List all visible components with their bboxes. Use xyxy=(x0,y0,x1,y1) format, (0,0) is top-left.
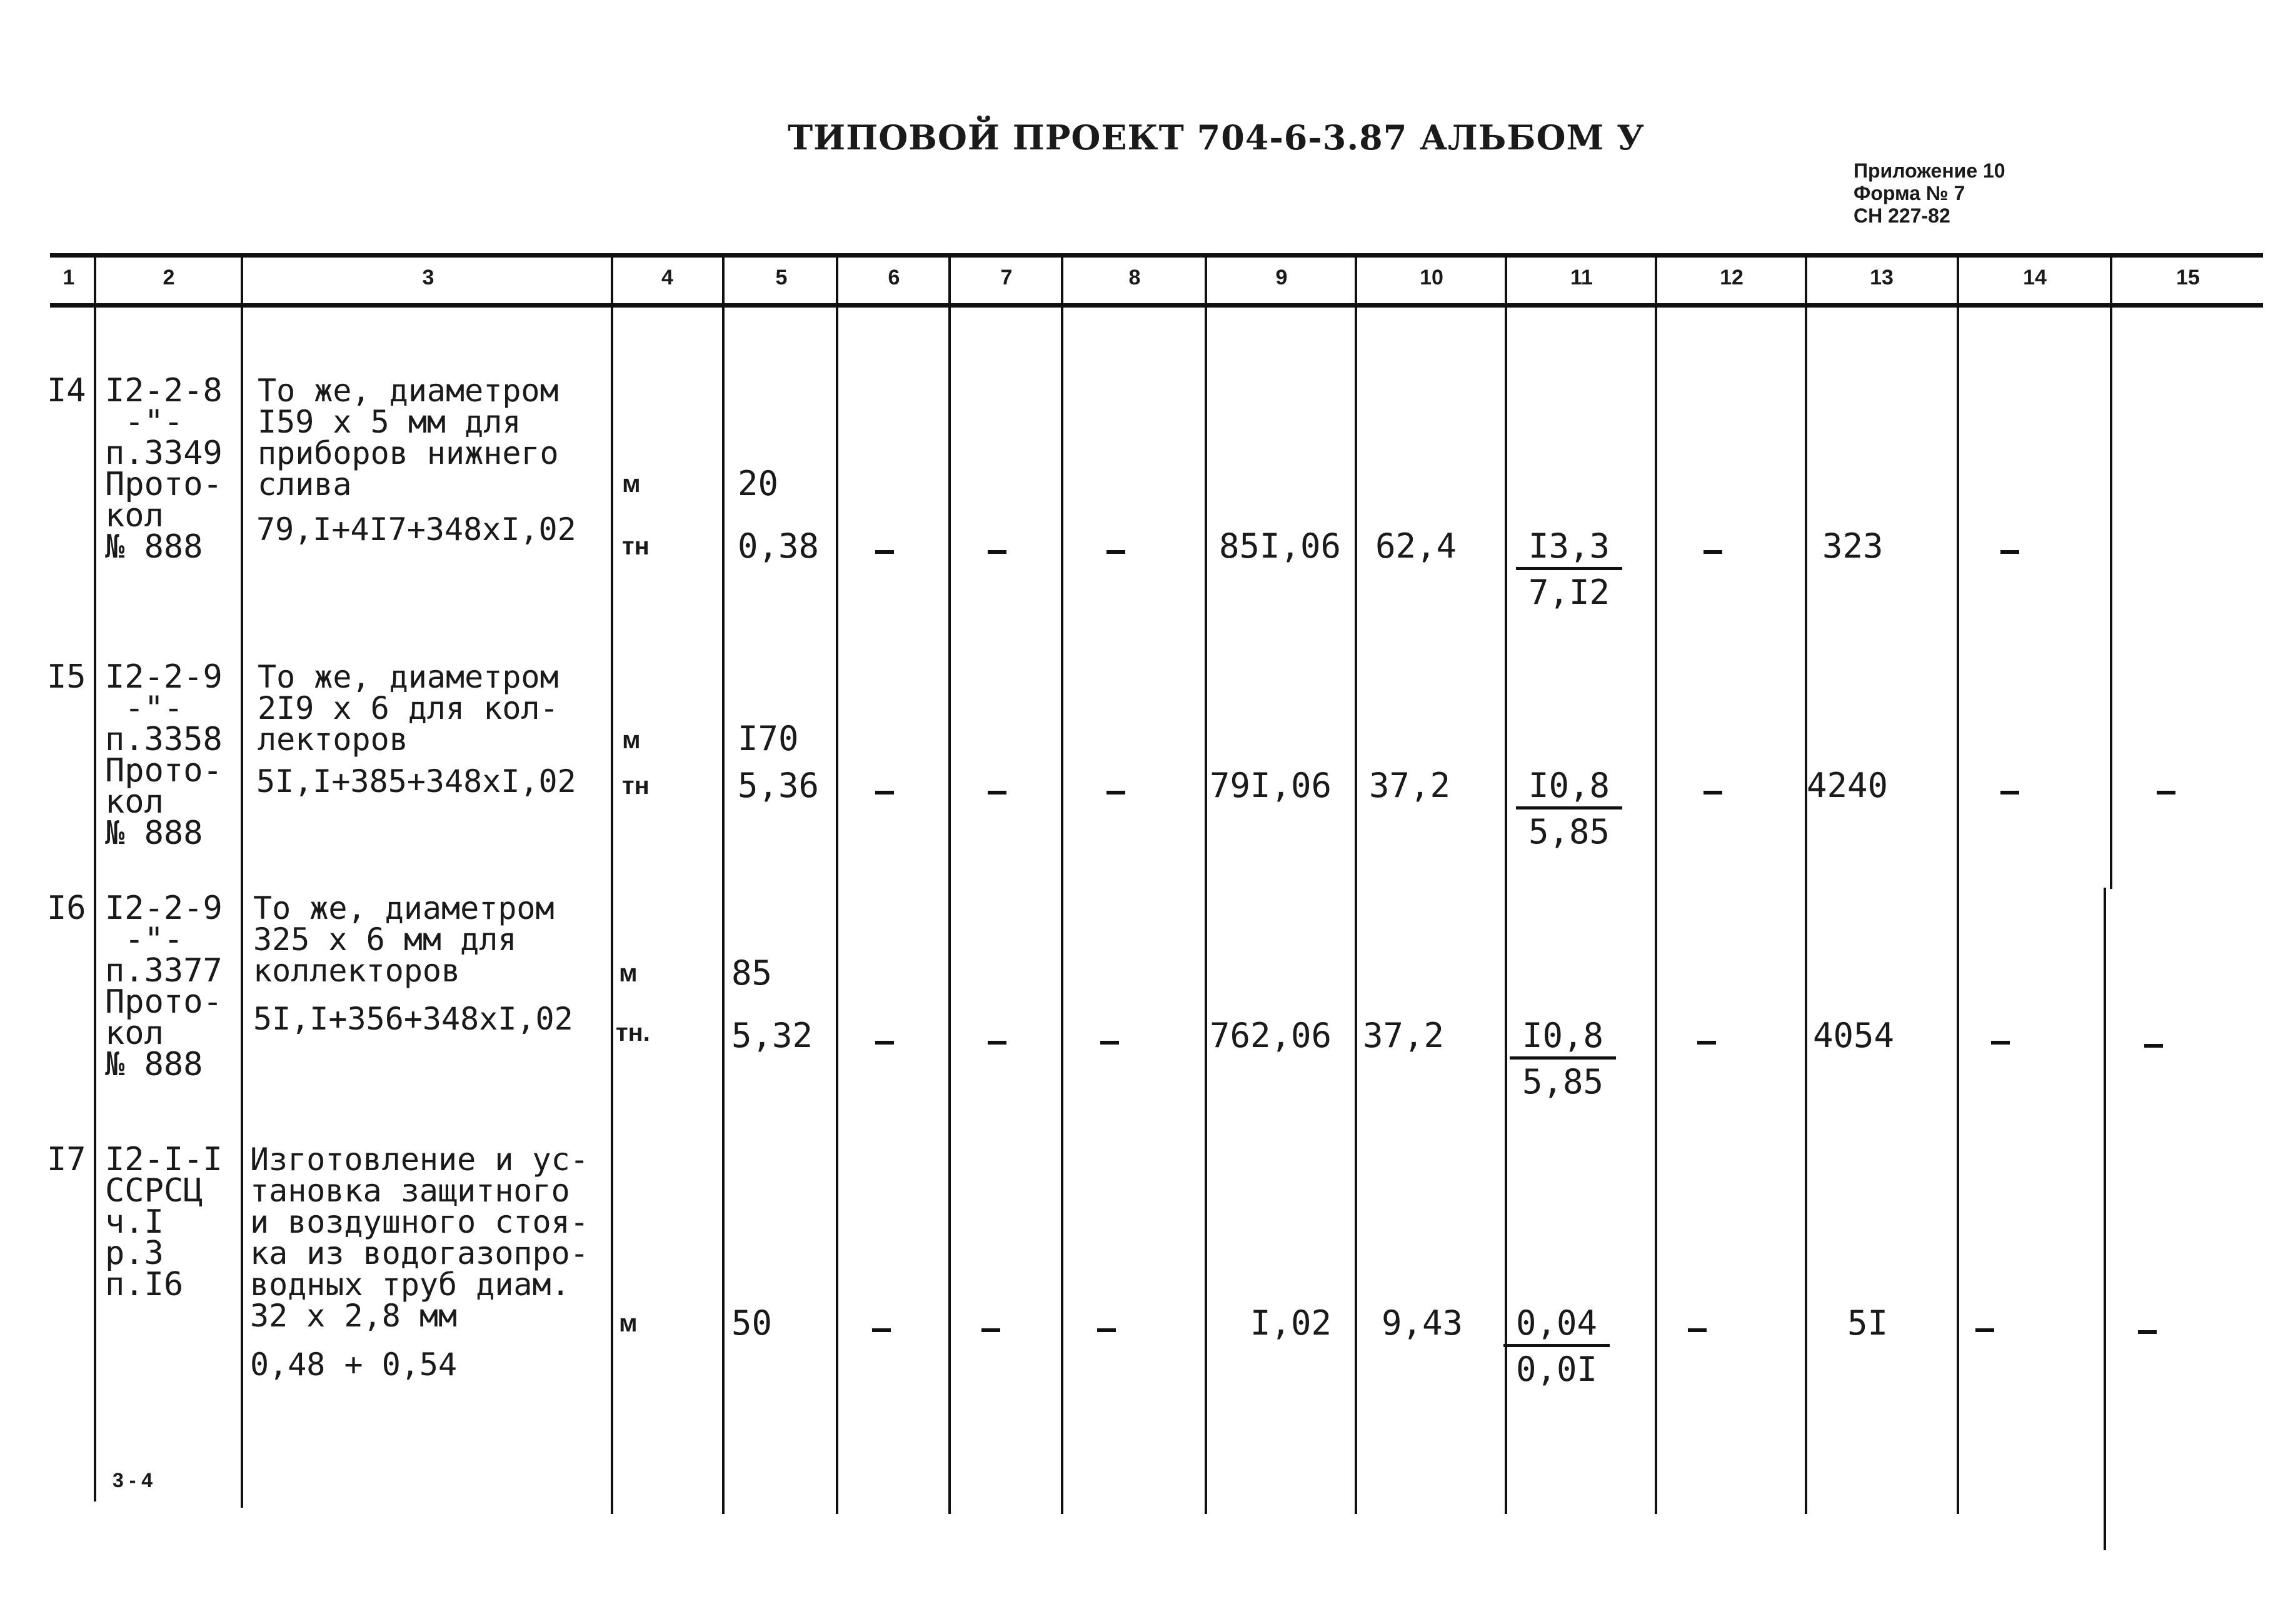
qty-secondary: 5,36 xyxy=(738,766,820,805)
column-header: 4 xyxy=(661,266,673,289)
column-divider xyxy=(948,258,951,1514)
empty-dash xyxy=(988,550,1006,554)
row-formula: 79,I+4I7+348xI,02 xyxy=(256,511,576,548)
col11-bottom: 7,I2 xyxy=(1528,573,1610,612)
row-basis: I2-2-9 -"- п.3377 Прото- кол № 888 xyxy=(105,890,223,1083)
qty-primary: 85 xyxy=(731,953,773,993)
empty-dash xyxy=(1106,550,1125,554)
qty-primary: 20 xyxy=(738,464,779,503)
page-number: 3 - 4 xyxy=(113,1469,153,1491)
col9-value: 79I,06 xyxy=(1210,766,1332,805)
col11-top: I0,8 xyxy=(1510,1016,1616,1060)
col11-fraction xyxy=(1516,766,1622,851)
column-divider xyxy=(1957,258,1959,1514)
col13-value: 4240 xyxy=(1807,766,1889,805)
column-divider xyxy=(1355,258,1357,1514)
col10-value: 37,2 xyxy=(1369,766,1451,805)
unit-primary: м xyxy=(619,1310,638,1337)
column-header: 1 xyxy=(63,266,75,289)
empty-dash xyxy=(1991,1041,2010,1045)
row-description: То же, диаметром 325 x 6 мм для коллекторов xyxy=(253,890,554,989)
appendix-line-2: Форма № 7 xyxy=(1854,182,1965,204)
col9-value: 762,06 xyxy=(1210,1016,1332,1055)
column-header: 10 xyxy=(1420,266,1443,289)
column-header: 12 xyxy=(1720,266,1744,289)
column-header: 9 xyxy=(1275,266,1288,289)
row-formula: 5I,I+385+348xI,02 xyxy=(256,763,576,799)
column-header: 8 xyxy=(1128,266,1141,289)
column-divider xyxy=(722,258,725,1514)
row-formula: 0,48 + 0,54 xyxy=(250,1346,458,1383)
column-header: 11 xyxy=(1570,266,1593,289)
column-header: 5 xyxy=(775,266,788,289)
empty-dash xyxy=(1697,1041,1716,1045)
row-number: I6 xyxy=(47,890,86,927)
column-header: 14 xyxy=(2023,266,2047,289)
column-header: 6 xyxy=(888,266,900,289)
col10-value: 37,2 xyxy=(1363,1016,1445,1055)
column-divider xyxy=(836,258,838,1514)
qty-primary: I70 xyxy=(738,719,799,758)
empty-dash xyxy=(1106,791,1125,794)
unit-primary: м xyxy=(619,960,638,987)
column-header: 3 xyxy=(422,266,434,289)
unit-secondary: тн xyxy=(622,533,650,560)
qty-secondary: 5,32 xyxy=(731,1016,813,1055)
empty-dash xyxy=(1100,1041,1119,1045)
unit-primary: м xyxy=(622,726,641,754)
column-divider xyxy=(94,258,96,1501)
col11-bottom: 5,85 xyxy=(1528,812,1610,851)
col9-value: I,02 xyxy=(1250,1303,1332,1343)
empty-dash xyxy=(2157,791,2175,794)
row-basis: I2-2-9 -"- п.3358 Прото- кол № 888 xyxy=(105,658,223,852)
empty-dash xyxy=(1097,1328,1116,1332)
col10-value: 9,43 xyxy=(1382,1303,1463,1343)
table-top-rule xyxy=(50,253,2263,258)
row-description: То же, диаметром 2I9 x 6 для кол- лекторов xyxy=(258,659,559,758)
qty-secondary: 0,38 xyxy=(738,526,820,566)
empty-dash xyxy=(2000,791,2019,794)
unit-secondary: тн xyxy=(622,772,650,799)
col11-top: I0,8 xyxy=(1516,766,1622,809)
column-header: 13 xyxy=(1870,266,1894,289)
column-divider xyxy=(611,258,613,1514)
col13-value: 5I xyxy=(1847,1303,1889,1343)
row-number: I4 xyxy=(47,372,86,409)
appendix-block xyxy=(1854,159,2005,227)
row-description: То же, диаметром I59 x 5 мм для приборов нижнего слива xyxy=(258,373,559,503)
table-header-rule xyxy=(50,303,2263,308)
empty-dash xyxy=(988,791,1006,794)
appendix-line-1: Приложение 10 xyxy=(1854,159,2005,182)
col11-bottom: 0,0I xyxy=(1515,1350,1598,1389)
col13-value: 323 xyxy=(1822,526,1884,566)
col11-fraction xyxy=(1510,1016,1616,1101)
row-formula: 5I,I+356+348xI,02 xyxy=(253,1001,573,1037)
empty-dash xyxy=(2144,1044,2163,1048)
col11-top: 0,04 xyxy=(1503,1303,1610,1347)
unit-primary: м xyxy=(622,470,641,498)
empty-dash xyxy=(1975,1328,1994,1332)
column-divider xyxy=(1805,258,1807,1514)
row-number: I7 xyxy=(47,1141,86,1178)
empty-dash xyxy=(1703,550,1722,554)
column-divider xyxy=(2104,888,2106,1550)
column-header: 7 xyxy=(1000,266,1013,289)
col11-top: I3,3 xyxy=(1516,526,1622,570)
empty-dash xyxy=(981,1328,1000,1332)
empty-dash xyxy=(1688,1328,1707,1332)
unit-secondary: тн. xyxy=(616,1019,650,1046)
empty-dash xyxy=(988,1041,1006,1045)
column-divider xyxy=(1205,258,1207,1514)
empty-dash xyxy=(875,1041,894,1045)
column-divider xyxy=(2110,258,2112,889)
column-header: 2 xyxy=(163,266,175,289)
col10-value: 62,4 xyxy=(1375,526,1457,566)
row-description: Изготовление и ус- тановка защитного и воздушного стоя- ка из водогазопро- водных труб диам. 32 x 2,8 мм xyxy=(250,1141,589,1334)
col9-value: 85I,06 xyxy=(1219,526,1342,566)
empty-dash xyxy=(875,550,894,554)
row-basis: I2-I-I ССРСЦ ч.I р.3 п.I6 xyxy=(105,1141,223,1303)
column-divider xyxy=(1655,258,1657,1514)
qty-primary: 50 xyxy=(731,1303,773,1343)
col11-fraction xyxy=(1503,1303,1610,1389)
empty-dash xyxy=(2138,1330,2157,1334)
col11-fraction xyxy=(1516,526,1622,612)
col11-bottom: 5,85 xyxy=(1522,1062,1604,1101)
empty-dash xyxy=(875,791,894,794)
document-title: ТИПОВОЙ ПРОЕКТ 704-6-3.87 АЛЬБОМ У xyxy=(788,118,1645,158)
column-header: 15 xyxy=(2176,266,2200,289)
column-divider xyxy=(241,258,243,1508)
empty-dash xyxy=(1703,791,1722,794)
empty-dash xyxy=(872,1328,891,1332)
appendix-line-3: СН 227-82 xyxy=(1854,204,1950,227)
row-basis: I2-2-8 -"- п.3349 Прото- кол № 888 xyxy=(105,372,223,566)
col13-value: 4054 xyxy=(1813,1016,1895,1055)
column-divider xyxy=(1061,258,1063,1514)
empty-dash xyxy=(2000,550,2019,554)
row-number: I5 xyxy=(47,658,86,696)
